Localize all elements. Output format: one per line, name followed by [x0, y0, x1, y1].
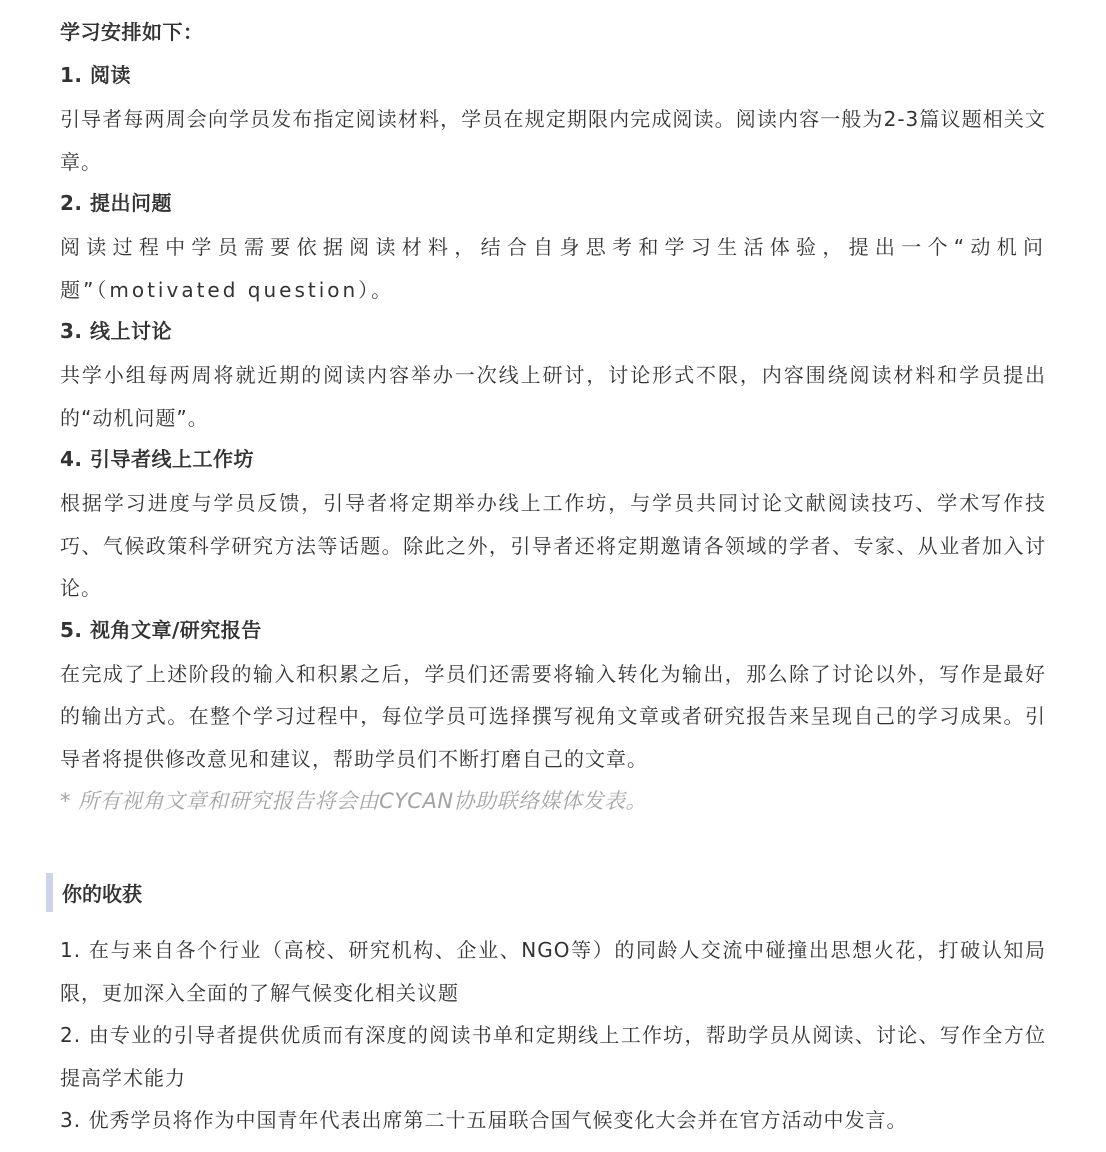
step-4-body: 根据学习进度与学员反馈，引导者将定期举办线上工作坊，与学员共同讨论文献阅读技巧、学术写作技巧、气候政策科学研究方法等话题。除此之外，引导者还将定期邀请各领域的学者、专家、从业者加入讨论。	[60, 491, 1046, 600]
learning-arrangement	[60, 12, 1046, 822]
step-2-title: 2. 提出问题	[60, 191, 172, 215]
gains-list	[60, 929, 1046, 1142]
step-2-body: 阅读过程中学员需要依据阅读材料，结合自身思考和学习生活体验，提出一个“动机问题”（motivated question）。	[60, 235, 1046, 302]
gains-item-2: 2. 由专业的引导者提供优质而有深度的阅读书单和定期线上工作坊，帮助学员从阅读、讨论、写作全方位提高学术能力	[60, 1023, 1046, 1090]
step-3-body: 共学小组每两周将就近期的阅读内容举办一次线上研讨，讨论形式不限，内容围绕阅读材料和学员提出的“动机问题”。	[60, 363, 1046, 430]
step-4-title: 4. 引导者线上工作坊	[60, 447, 254, 471]
step-3-title: 3. 线上讨论	[60, 319, 172, 343]
step-1-title: 1. 阅读	[60, 63, 131, 87]
gains-item-3: 3. 优秀学员将作为中国青年代表出席第二十五届联合国气候变化大会并在官方活动中发言。	[60, 1108, 908, 1132]
section-accent-bar	[46, 873, 53, 912]
publication-note: * 所有视角文章和研究报告将会由CYCAN协助联络媒体发表。	[60, 789, 648, 813]
step-5-title: 5. 视角文章/研究报告	[60, 617, 262, 642]
step-5-body: 在完成了上述阶段的输入和积累之后，学员们还需要将输入转化为输出，那么除了讨论以外，写作是最好的输出方式。在整个学习过程中，每位学员可选择撰写视角文章或者研究报告来呈现自己的学习成果。引导者将提供修改意见和建议，帮助学员们不断打磨自己的文章。	[60, 661, 1046, 771]
gains-item-1: 1. 在与来自各个行业（高校、研究机构、企业、NGO等）的同龄人交流中碰撞出思想火花，打破认知局限，更加深入全面的了解气候变化相关议题	[60, 938, 1046, 1005]
step-1-body: 引导者每两周会向学员发布指定阅读材料，学员在规定期限内完成阅读。阅读内容一般为2-3篇议题相关文章。	[60, 107, 1046, 174]
gains-section-header	[46, 873, 142, 912]
intro-heading: 学习安排如下：	[60, 20, 204, 44]
gains-section-title: 你的收获	[62, 882, 142, 906]
